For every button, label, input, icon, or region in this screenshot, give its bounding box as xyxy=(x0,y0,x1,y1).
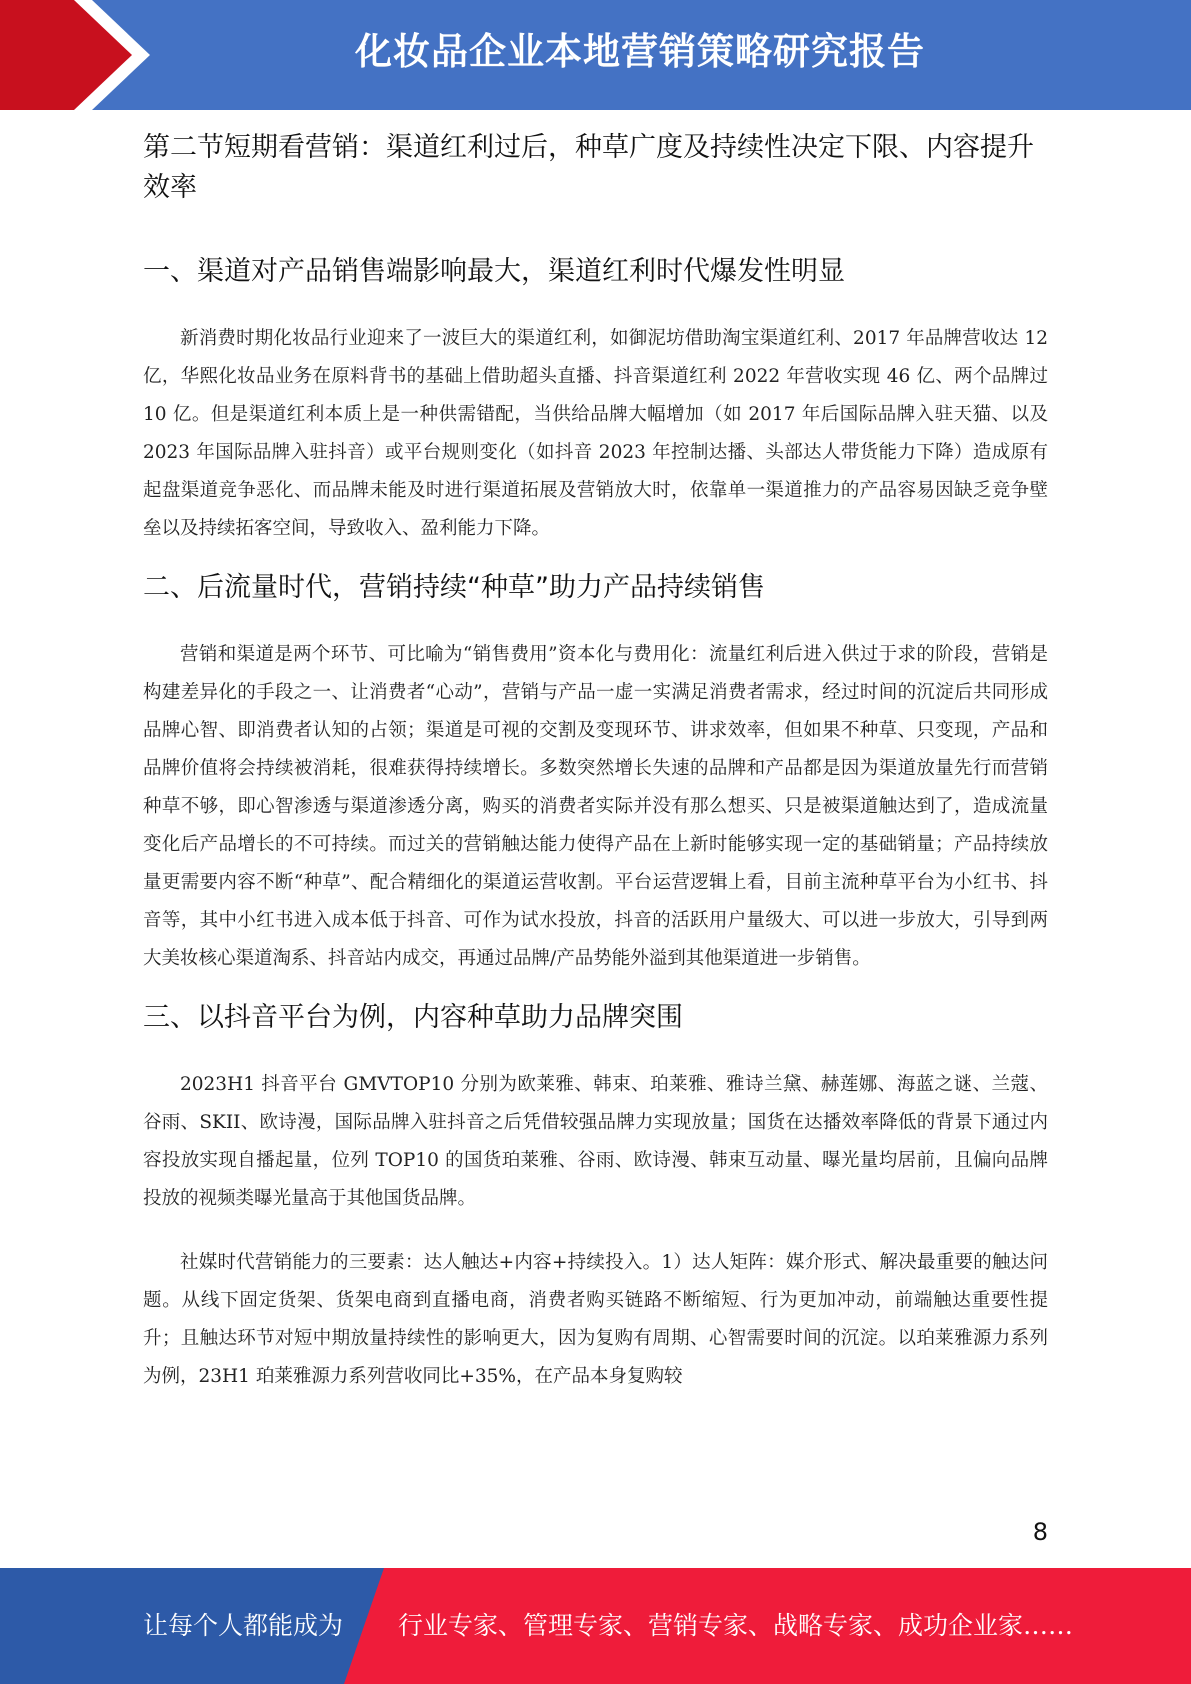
page-footer xyxy=(0,1568,1191,1684)
report-title: 化妆品企业本地营销策略研究报告 xyxy=(355,30,925,73)
paragraph-4: 社媒时代营销能力的三要素：达人触达+内容+持续投入。1）达人矩阵：媒介形式、解决最重要的触达问题。从线下固定货架、货架电商到直播电商，消费者购买链路不断缩短、行为更加冲动，前端触达重要性提升；且触达环节对短中期放量持续性的影响更大，因为复购有周期、心智需要时间的沉淀。以珀莱雅源力系列为例，23H1 珀莱雅源力系列营收同比+35%，在产品本身复购较 xyxy=(143,1252,1048,1387)
page-number: 8 xyxy=(1032,1518,1048,1546)
paragraph-1: 新消费时期化妆品行业迎来了一波巨大的渠道红利，如御泥坊借助淘宝渠道红利、2017 年品牌营收达 12 亿，华熙化妆品业务在原料背书的基础上借助超头直播、抖音渠道红利 2022 年营收实现 46 亿、两个品牌过 10 亿。但是渠道红利本质上是一种供需错配，当供给品牌大幅增加（如 2017 年后国际品牌入驻天猫、以及 2023 年国际品牌入驻抖音）或平台规则变化（如抖音 2023 年控制达播、头部达人带货能力下降）造成原有起盘渠道竞争恶化、而品牌未能及时进行渠道拓展及营销放大时，依靠单一渠道推力的产品容易因缺乏竞争壁垒以及持续拓客空间，导致收入、盈利能力下降。 xyxy=(143,328,1048,539)
page-header xyxy=(0,0,1191,110)
page-content xyxy=(143,128,1048,1396)
paragraph-2: 营销和渠道是两个环节、可比喻为“销售费用”资本化与费用化：流量红利后进入供过于求的阶段，营销是构建差异化的手段之一、让消费者“心动”，营销与产品一虚一实满足消费者需求，经过时间的沉淀后共同形成品牌心智、即消费者认知的占领；渠道是可视的交割及变现环节、讲求效率，但如果不种草、只变现，产品和品牌价值将会持续被消耗，很难获得持续增长。多数突然增长失速的品牌和产品都是因为渠道放量先行而营销种草不够，即心智渗透与渠道渗透分离，购买的消费者实际并没有那么想买、只是被渠道触达到了，造成流量变化后产品增长的不可持续。而过关的营销触达能力使得产品在上新时能够实现一定的基础销量；产品持续放量更需要内容不断“种草”、配合精细化的渠道运营收割。平台运营逻辑上看，目前主流种草平台为小红书、抖音等，其中小红书进入成本低于抖音、可作为试水投放，抖音的活跃用户量级大、可以进一步放大，引导到两大美妆核心渠道淘系、抖音站内成交，再通过品牌/产品势能外溢到其他渠道进一步销售。 xyxy=(143,644,1048,969)
subsection-title-1: 一、渠道对产品销售端影响最大，渠道红利时代爆发性明显 xyxy=(143,256,845,287)
footer-slogan-right: 行业专家、管理专家、营销专家、战略专家、成功企业家…… xyxy=(398,1611,1074,1640)
subsection-title-3: 三、以抖音平台为例，内容种草助力品牌突围 xyxy=(143,1002,683,1033)
paragraph-3: 2023H1 抖音平台 GMVTOP10 分别为欧莱雅、韩束、珀莱雅、雅诗兰黛、赫莲娜、海蓝之谜、兰蔻、谷雨、SKII、欧诗漫，国际品牌入驻抖音之后凭借较强品牌力实现放量；国货在达播效率降低的背景下通过内容投放实现自播起量，位列 TOP10 的国货珀莱雅、谷雨、欧诗漫、韩束互动量、曝光量均居前，且偏向品牌投放的视频类曝光量高于其他国货品牌。 xyxy=(143,1074,1048,1209)
section-title: 第二节短期看营销：渠道红利过后，种草广度及持续性决定下限、内容提升效率 xyxy=(143,132,1034,203)
subsection-title-2: 二、后流量时代，营销持续“种草”助力产品持续销售 xyxy=(143,572,765,603)
footer-slogan-left: 让每个人都能成为 xyxy=(143,1611,344,1640)
